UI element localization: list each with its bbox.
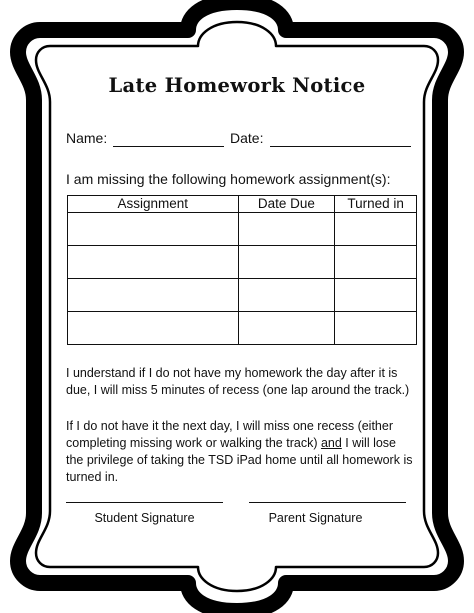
ipad-policy-underlined: and: [320, 436, 342, 450]
student-signature-label: Student Signature: [94, 511, 195, 525]
turned-in-cell[interactable]: [335, 213, 417, 246]
date-label: Date:: [230, 130, 264, 146]
table-row: [68, 312, 417, 345]
ipad-policy-text-1: If I do not have it the next day, I will miss one recess (either completing missing work or walking the track): [66, 419, 394, 450]
assignment-cell[interactable]: [68, 213, 239, 246]
student-signature-line[interactable]: [66, 502, 223, 503]
assignment-cell[interactable]: [68, 312, 239, 345]
table-row: [68, 246, 417, 279]
recess-policy-paragraph: I understand if I do not have my homework the day after it is due, I will miss 5 minutes of recess (one lap around the track.): [66, 366, 410, 397]
column-header-date-due: Date Due: [238, 196, 335, 213]
missing-intro: I am missing the following homework assignment(s):: [66, 171, 391, 187]
table-header-row: [68, 196, 417, 213]
date-field[interactable]: [270, 146, 411, 147]
page-title: Late Homework Notice: [108, 74, 366, 97]
column-header-assignment: Assignment: [68, 196, 239, 213]
column-header-turned-in: Turned in: [335, 196, 417, 213]
assignments-table: [67, 195, 417, 345]
table-row: [68, 279, 417, 312]
assignment-cell[interactable]: [68, 279, 239, 312]
date-due-cell[interactable]: [238, 246, 335, 279]
ipad-policy-text-2: I will lose the privilege of taking the TSD iPad home until all homework is turned in.: [66, 436, 413, 484]
name-label: Name:: [66, 130, 108, 146]
assignment-cell[interactable]: [68, 246, 239, 279]
date-due-cell[interactable]: [238, 279, 335, 312]
date-due-cell[interactable]: [238, 213, 335, 246]
parent-signature-line[interactable]: [249, 502, 406, 503]
ipad-policy-paragraph: [66, 418, 416, 486]
date-due-cell[interactable]: [238, 312, 335, 345]
table-row: [68, 213, 417, 246]
turned-in-cell[interactable]: [335, 279, 417, 312]
parent-signature-label: Parent Signature: [268, 511, 363, 525]
turned-in-cell[interactable]: [335, 246, 417, 279]
name-field[interactable]: [113, 146, 224, 147]
turned-in-cell[interactable]: [335, 312, 417, 345]
